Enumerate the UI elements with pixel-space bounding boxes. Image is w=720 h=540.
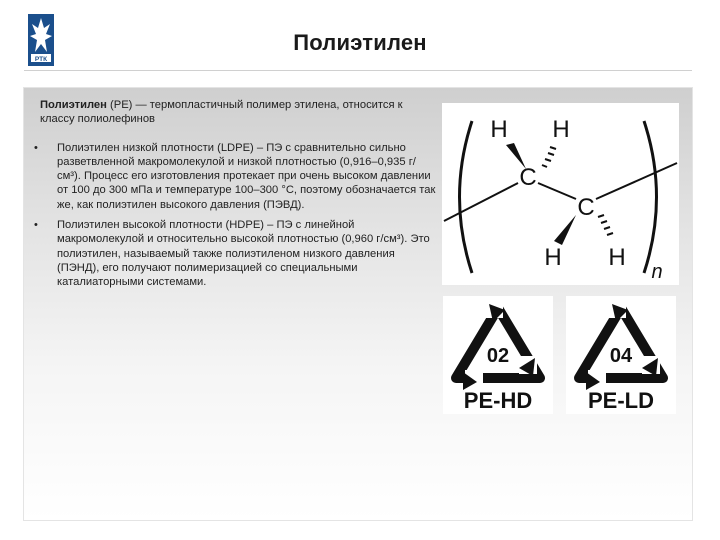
- logo-text: РТК: [34, 56, 48, 63]
- repeat-subscript: n: [651, 261, 663, 283]
- recycle-symbol-pe-hd: [443, 296, 553, 414]
- intro-term: Полиэтилен: [40, 99, 107, 111]
- slide-header: [0, 0, 720, 68]
- intro-definition: (PE) — термопластичный полимер этилена, относится к классу полиолефинов: [40, 99, 403, 126]
- recycle-code: 02: [486, 345, 510, 367]
- recycle-label: PE-HD: [463, 388, 533, 413]
- bullet-hdpe: • Полиэтилен высокой плотности (HDPE) – ПЭ с линейной макромолекулой и относительно высокой плотностью (0,960 г/см³). Это полиэтилен, называемый также полиэтиленом низкого давления (ПЭНД), его получают полимеризацией со специальными каталиаторными системами.: [38, 218, 438, 289]
- text-block: [38, 98, 438, 296]
- atom-c1: C: [519, 164, 537, 191]
- slide-title: Полиэтилен: [293, 30, 427, 55]
- recycle-label: PE-LD: [588, 388, 654, 413]
- polyethylene-structure: [442, 103, 679, 285]
- bullet-ldpe: • Полиэтилен низкой плотности (LDPE) – ПЭ с сравнительно сильно разветвленной макромолекулой и низкой плотностью (0,916–0,935 г/см³). Процесс его изготовления протекает при очень высоком давлении от 100 до 300 мПа и температуре 100–300 °C, поэтому обозначается так же, как полиэтилен высокого давления (ПЭВД).: [38, 141, 438, 212]
- recycle-code: 04: [609, 345, 633, 367]
- bullet-list: [38, 141, 438, 290]
- atom-c2: C: [577, 194, 595, 221]
- recycle-symbol-pe-ld: [566, 296, 676, 414]
- intro-paragraph: [40, 98, 438, 127]
- atom-h4: H: [608, 244, 626, 271]
- atom-h3: H: [544, 244, 562, 271]
- atom-h1: H: [490, 116, 508, 143]
- header-divider: [24, 70, 692, 71]
- atom-h2: H: [552, 116, 570, 143]
